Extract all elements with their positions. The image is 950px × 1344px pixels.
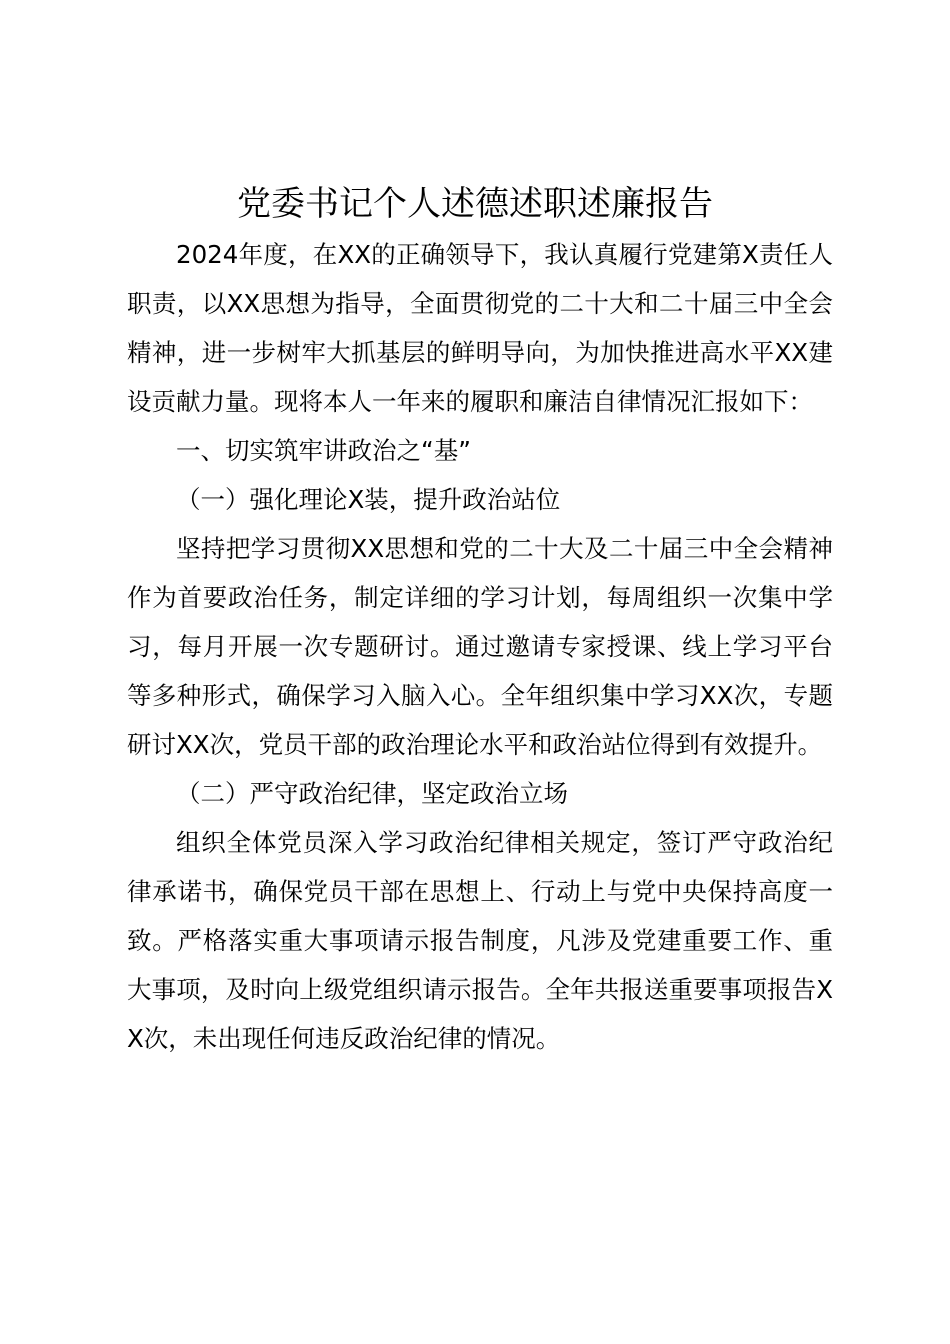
body-paragraph-1: 坚持把学习贯彻XX思想和党的二十大及二十届三中全会精神作为首要政治任务，制定详细的学习计划，每周组织一次集中学习，每月开展一次专题研讨。通过邀请专家授课、线上学习平台等多种形式，确保学习入脑入心。全年组织集中学习XX次，专题研讨XX次，党员干部的政治理论水平和政治站位得到有效提升。 — [127, 534, 833, 759]
intro-paragraph: 2024年度，在XX的正确领导下，我认真履行党建第X责任人职责，以XX思想为指导，全面贯彻党的二十大和二十届三中全会精神，进一步树牢大抓基层的鲜明导向，为加快推进高水平XX建设贡献力量。现将本人一年来的履职和廉洁自律情况汇报如下： — [127, 240, 833, 416]
body-paragraph-2: 组织全体党员深入学习政治纪律相关规定，签订严守政治纪律承诺书，确保党员干部在思想上、行动上与党中央保持高度一致。严格落实重大事项请示报告制度，凡涉及党建重要工作、重大事项，及时向上级党组织请示报告。全年共报送重要事项报告XX次，未出现任何违反政治纪律的情况。 — [127, 828, 833, 1053]
section-heading-1: 一、切实筑牢讲政治之“基” — [176, 436, 471, 465]
subsection-heading-2: （二）严守政治纪律，坚定政治立场 — [176, 779, 568, 808]
document-body — [127, 230, 833, 1063]
subsection-heading-1: （一）强化理论X装，提升政治站位 — [176, 485, 561, 514]
document-title: 党委书记个人述德述职述廉报告 — [237, 184, 713, 224]
